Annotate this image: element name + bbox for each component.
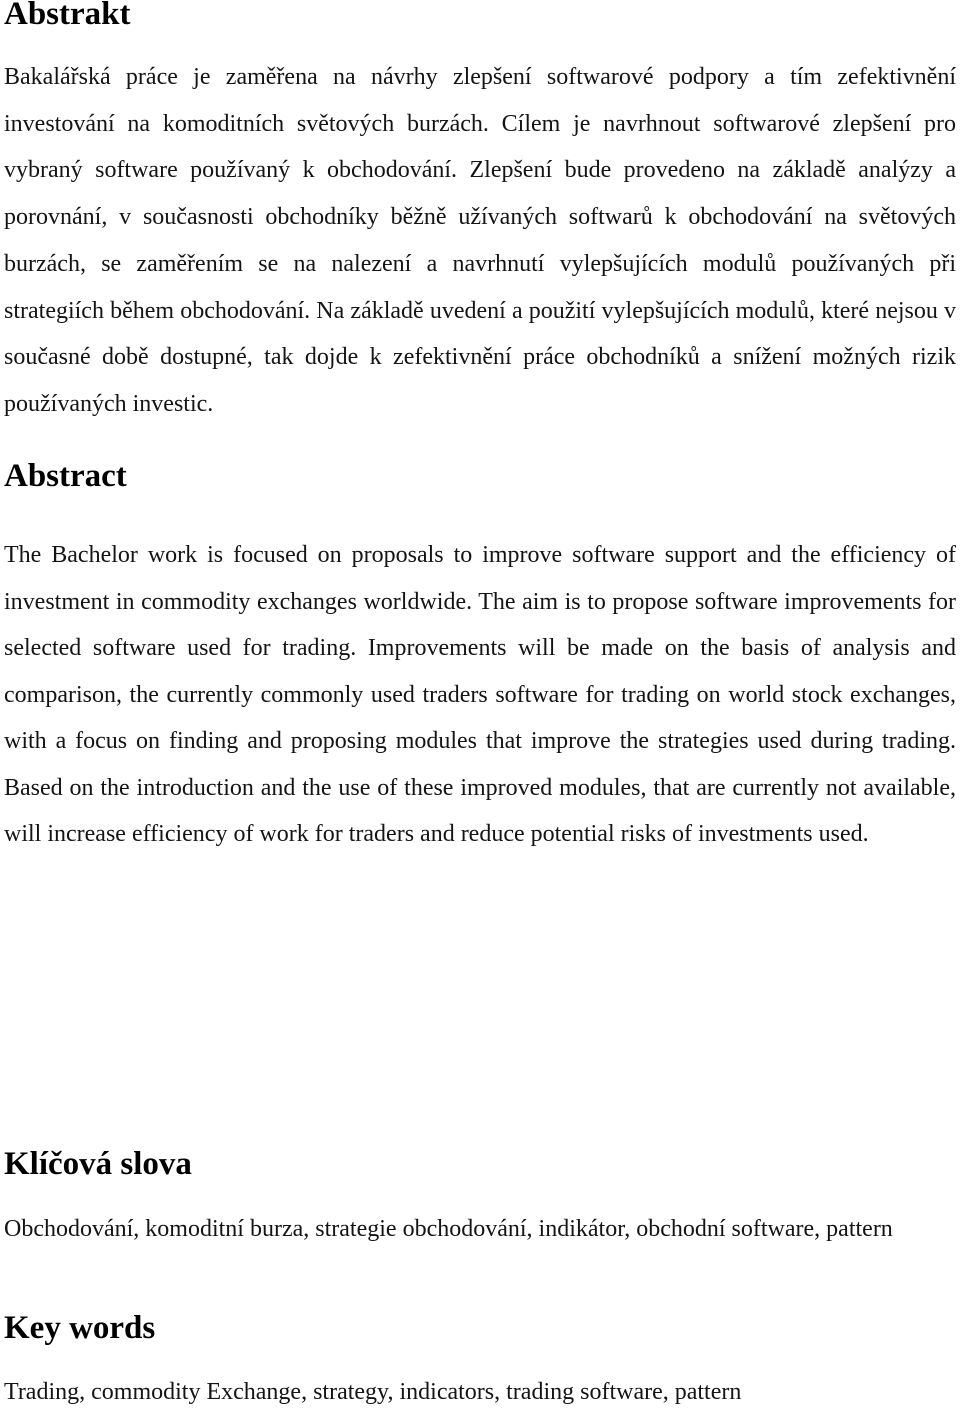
key-words-heading: Key words — [4, 1310, 156, 1346]
abstract-heading: Abstract — [4, 458, 127, 494]
abstract-paragraph: The Bachelor work is focused on proposals to improve software support and the efficiency of investment in commodity exchanges worldwide. The aim is to propose software improvements for selected software used for trading. Improvements will be made on the basis of analysis and comparison, the currently commonly used traders software for trading on world stock exchanges, with a focus on finding and proposing modules that improve the strategies used during trading. Based on the introduction and the use of these improved modules, that are currently not available, will increase efficiency of work for traders and reduce potential risks of investments used. — [4, 542, 956, 847]
key-words-paragraph: Trading, commodity Exchange, strategy, indicators, trading software, pattern — [4, 1379, 742, 1405]
klicova-slova-paragraph: Obchodování, komoditní burza, strategie obchodování, indikátor, obchodní software, pattern — [4, 1216, 893, 1242]
klicova-slova-heading: Klíčová slova — [4, 1146, 192, 1182]
abstrakt-heading: Abstrakt — [4, 0, 131, 32]
abstrakt-paragraph: Bakalářská práce je zaměřena na návrhy zlepšení softwarové podpory a tím zefektivnění investování na komoditních světových burzách. Cílem je navrhnout softwarové zlepšení pro vybraný software používaný k obchodování. Zlepšení bude provedeno na základě analýzy a porovnání, v současnosti obchodníky běžně užívaných softwarů k obchodování na světových burzách, se zaměřením se na nalezení a navrhnutí vylepšujících modulů používaných při strategiích během obchodování. Na základě uvedení a použití vylepšujících modulů, které nejsou v současné době dostupné, tak dojde k zefektivnění práce obchodníků a snížení možných rizik používaných investic. — [4, 64, 956, 417]
